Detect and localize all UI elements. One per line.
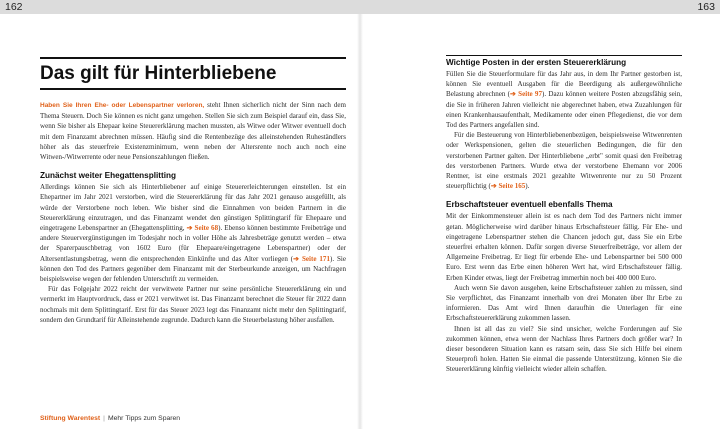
top-bar xyxy=(0,0,720,14)
footer xyxy=(40,414,180,424)
left-column xyxy=(40,55,346,325)
page-number-right: 163 xyxy=(697,1,715,13)
page-reference[interactable]: ➔ Seite 68 xyxy=(186,224,219,233)
footer-brand: Stiftung Warentest xyxy=(40,415,101,422)
paragraph-text: ). Ebenso können bestimmte Freibeträge und andere Steuervergünstigungen im Todesjahr noch in voller Höhe als Jahresbeträge genutzt werden – etwa der Sparerpauschbetrag von 1602 Euro (für Ehepaare/eingetragene Lebenspartner) oder der Altersentlastungsbetrag, wenn die entsprechenden Einkünfte und das Alter vorliegen ( xyxy=(40,224,346,263)
paragraph-posten xyxy=(446,69,682,130)
right-column xyxy=(446,55,682,375)
paragraph-text: ). Dazu können weitere Posten abzugsfähig sein, die Sie in früheren Jahren vielleicht nie abgerechnet haben, etwa Zuzahlungen für einen Krankenhausaufenthalt, Medikamente oder einen Pflegedienst, die vor dem Tod des Partners angefallen sind. xyxy=(446,90,682,130)
paragraph-folgejahr: Für das Folgejahr 2022 reicht der verwitwete Partner nur seine persönliche Steuererklärung ein und vermerkt im Hauptvordruck, dass er 2021 verwitwet ist. Das Finanzamt berechnet die Steuer für 2022 dann nochmals mit dem Splittingtarif. Erst für das Steuer 2023 legt das Finanzamt nicht mehr den Splittingtarif, sondern den Grundtarif für Alleinstehende zugrunde. Dadurch kann die Steuerbelastung höher ausfallen. xyxy=(40,285,346,324)
section-heading-posten: Wichtige Posten in der ersten Steuererklärung xyxy=(446,55,682,68)
page-title: Das gilt für Hinterbliebene xyxy=(40,57,346,90)
footer-book-title: Mehr Tipps zum Sparen xyxy=(107,415,181,422)
paragraph-text: Für die Besteuerung von Hinterbliebenenbezügen, beispielsweise Witwenrenten oder Werkspensionen, gelten die steuerlichen Bedingungen, die für den verstorbenen Partner galten. Der Hinterbliebene „erbt" somit quasi den Freibetrag des verstorbenen Partners. Wurde etwa der verstorbene Ehemann vor 2006 Rentner, ist eine erstmals 2021 gezahlte Witwenrente nur zu 50 Prozent steuerpflichtig ( xyxy=(446,131,682,191)
page-number-left: 162 xyxy=(5,1,23,13)
paragraph-text: ). Sie können den Tod des Partners gegenüber dem Finanzamt mit der Sterbeurkunde anzeigen, um Nachfragen beispielsweise wegen der fehlenden Unterschrift zu vermeiden. xyxy=(40,254,347,284)
paragraph-text: Füllen Sie die Steuerformulare für das Jahr aus, in dem Ihr Partner gestorben ist, können Sie eventuell Ausgaben für die Beerdigung als außergewöhnliche Belastung abrechnen ( xyxy=(446,70,682,99)
intro-paragraph xyxy=(40,100,346,162)
page-fold xyxy=(357,14,363,429)
paragraph-erbschaft-2: Auch wenn Sie davon ausgehen, keine Erbschaftsteuer zahlen zu müssen, sind Sie verpflichtet, das Finanzamt innerhalb von drei Monaten über Ihr Erbe zu informieren. Das Amt wird Ihnen daraufhin die Unterlagen für eine Erbschaftsteuererklärung zukommen lassen. xyxy=(446,283,682,323)
footer-separator: | xyxy=(103,415,105,422)
paragraph-erbschaft-3: Ihnen ist all das zu viel? Sie sind unsicher, welche Forderungen auf Sie zukommen können, etwa wenn der Nachlass Ihres Partners doch größer war? In dieser besonderen Situation kann es ratsam sein, dass Sie sich Hilfe bei einem Steuerprofi holen. Hatten Sie einmal die passende Unterstützung, können Sie die Steuererklärung künftig vielleicht wieder allein schaffen. xyxy=(446,324,682,374)
page-reference[interactable]: ➔ Seite 165 xyxy=(490,182,526,191)
paragraph-splitting xyxy=(40,182,346,284)
paragraph-text: Allerdings können Sie sich als Hinterbliebener auf einige Steuererleichterungen einstellen. Ist ein Ehepartner im Jahr 2021 verstorben, wird die Steuererklärung für das Jahr 2021 genauso ausgefüllt, als würde der Verstorbene noch leben. Wie bisher sind die Einnahmen von beiden Partnern in die Steuererklärung einzutragen, und das Finanzamt wendet den günstigen Splittingtarif für Ehepaare und eingetragene Lebenspartner an (Ehegattensplitting, xyxy=(40,183,346,233)
page-reference[interactable]: ➔ Seite 97 xyxy=(510,90,542,99)
intro-text: steht Ihnen sicherlich nicht der Sinn nach dem Thema Steuern. Doch Sie können es nicht ganz umgehen. Stellen Sie sich zum Beispiel darauf ein, dass Sie, wenn Sie bisher als Ehepaar keine Steuererklärung machen mussten, als Witwe oder Witwer eventuell doch mit dem Finanzamt abrechnen müssen. Häufig sind die Rentenbezüge des alleinstehenden Ruheständlers höher als das steuerfreie Existenzminimum, wenn neben der Altersrente noch auch noch eine Witwen-/Witwerrente oder neue Pensionszahlungen fließen. xyxy=(40,101,346,162)
section-heading-splitting: Zunächst weiter Ehegattensplitting xyxy=(40,171,177,181)
paragraph-hinterbliebenenbezuege xyxy=(446,130,682,191)
intro-lead: Haben Sie Ihren Ehe- oder Lebenspartner verloren, xyxy=(40,102,205,109)
section-heading-erbschaftsteuer: Erbschaftsteuer eventuell ebenfalls Thema xyxy=(446,200,613,210)
paragraph-erbschaft-1: Mit der Einkommensteuer allein ist es nach dem Tod des Partners nicht immer getan. Möglicherweise wird darüber hinaus Erbschaftsteuer fällig. Für Ehe- und eingetragene Lebenspartner stehen die Chancen jedoch gut, dass Sie ein Erbe steuerfrei erhalten können. Dafür sorgen diverse Steuerfreibeträge, vor allem der Allgemeine Freibetrag. Er liegt für erbende Ehe- und Lebenspartner bei 500 000 Euro. Erst wenn das Erbe einen höheren Wert hat, wird Erbschaftsteuer fällig. Erben Kinder etwas, liegt der Freibetrag immerhin noch bei 400 000 Euro. xyxy=(446,212,682,282)
page-reference[interactable]: ➔ Seite 171 xyxy=(293,254,330,263)
paragraph-text: ). xyxy=(525,182,530,191)
